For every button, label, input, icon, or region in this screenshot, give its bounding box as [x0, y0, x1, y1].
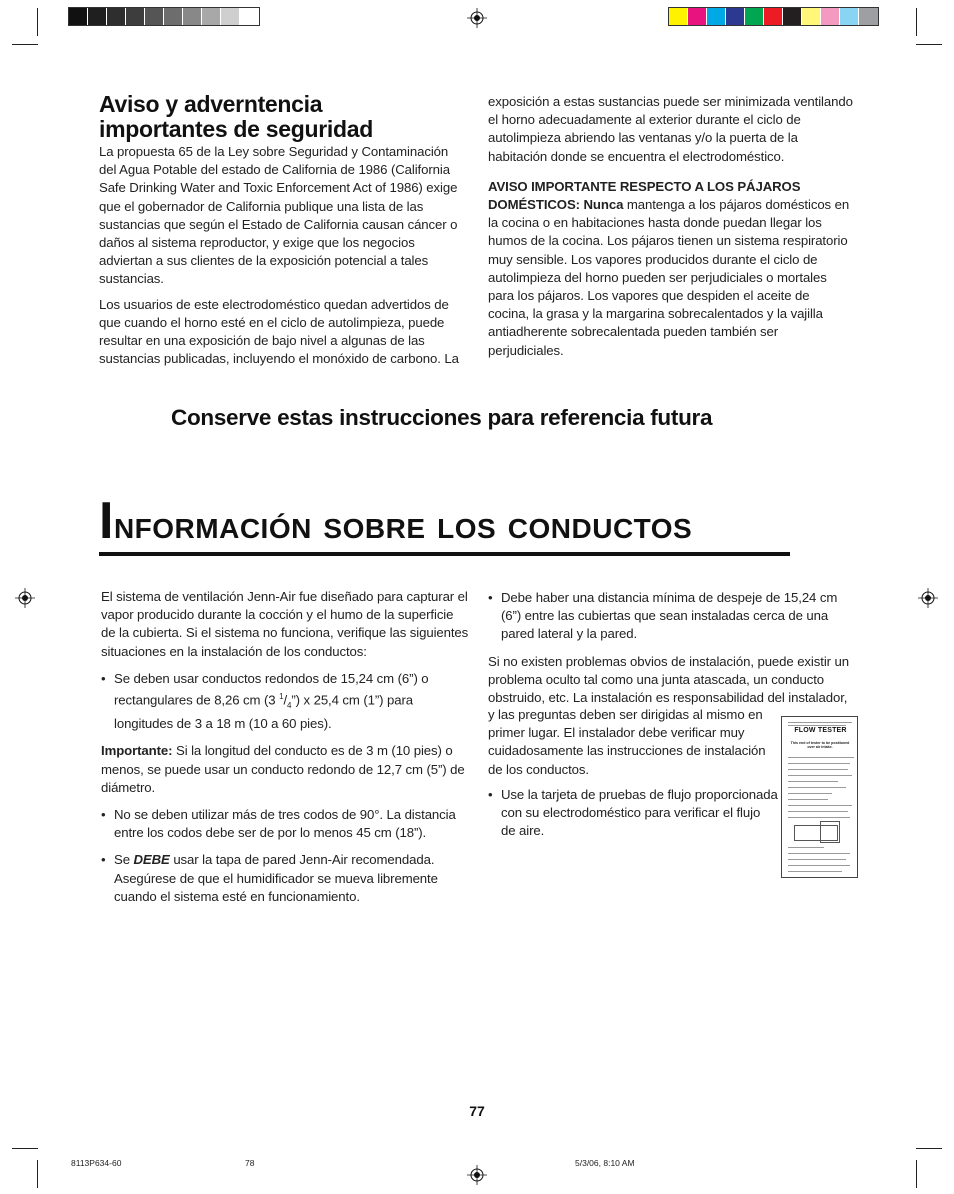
- color-bar: [669, 8, 878, 25]
- fraction-numerator: 1: [279, 692, 284, 702]
- list-item: [101, 851, 469, 906]
- warning-left-column: [99, 143, 465, 375]
- crop-mark: [916, 1160, 917, 1188]
- warning-title-line1: Aviso y adverntencia: [99, 91, 323, 117]
- color-swatch: [745, 8, 764, 25]
- list-item: [101, 670, 469, 734]
- color-swatch: [783, 8, 802, 25]
- registration-mark-icon: [467, 8, 487, 28]
- color-swatch: [802, 8, 821, 25]
- ducts-right-column-narrow: [488, 706, 778, 847]
- crop-mark: [12, 44, 38, 45]
- ducts-left-column: [101, 588, 469, 913]
- bullet3-emphasis: DEBE: [133, 852, 170, 868]
- flow-tester-diagram-inset: [820, 821, 840, 843]
- grayscale-bar: [69, 8, 259, 25]
- warning-right-column: [488, 93, 854, 367]
- section-title-rest: nformación sobre los conductos: [113, 503, 693, 547]
- section-title: [99, 492, 799, 550]
- problems-paragraph-wide: Si no existen problemas obvios de instalación, puede existir un problema oculto tal como una junta atascada, un conducto obstruido, etc. La instalación es responsabilidad del instalador,: [488, 653, 849, 706]
- self-clean-paragraph: Los usuarios de este electrodoméstico quedan advertidos de que cuando el horno esté en el ciclo de autolimpieza, puede resultar en una exposición de bajo nivel a algunas de las sustancias publicadas, incluyendo el monóxido de carbono. La: [99, 296, 459, 367]
- color-swatch: [821, 8, 840, 25]
- bullet1-text-b: ”) x 25,4 cm (1”) para longitudes de 3 a 18 m (10 a 60 pies).: [114, 692, 414, 732]
- important-label: Importante:: [101, 743, 173, 759]
- gray-swatch: [202, 8, 221, 25]
- warning-title: [99, 92, 469, 142]
- bullet3-text-a: Se: [114, 852, 134, 868]
- list-item: • Use la tarjeta de pruebas de flujo proporcionada con su electrodoméstico para verificar el flujo de aire.: [488, 786, 778, 841]
- gray-swatch: [164, 8, 183, 25]
- important-paragraph: [101, 742, 469, 797]
- flow-tester-subtitle: This end of tester to be positioned over air intake.: [790, 741, 850, 750]
- color-swatch: [840, 8, 859, 25]
- crop-mark: [916, 8, 917, 36]
- ducts-right-column-top: [488, 589, 854, 707]
- flow-tester-title: FLOW TESTER: [794, 727, 847, 734]
- list-item: • No se deben utilizar más de tres codos de 90°. La distancia entre los codos debe ser de por lo menos 45 cm (18”).: [101, 806, 469, 842]
- problems-paragraph-narrow: y las preguntas deben ser dirigidas al mismo en primer lugar. El instalador debe verificar muy cuidadosamente las instrucciones de instalación de los conductos.: [488, 707, 766, 777]
- warning-title-line2: importantes de seguridad: [99, 116, 373, 142]
- registration-mark-icon: [918, 588, 938, 608]
- gray-swatch: [145, 8, 164, 25]
- gray-swatch: [221, 8, 240, 25]
- slug-page: 78: [245, 1158, 255, 1168]
- list-item: • Debe haber una distancia mínima de despeje de 15,24 cm (6”) entre las cubiertas que sean instaladas cerca de una pared lateral y la pared.: [488, 589, 854, 644]
- page-number: 77: [469, 1103, 485, 1119]
- crop-mark: [916, 44, 942, 45]
- registration-mark-icon: [15, 588, 35, 608]
- color-swatch: [726, 8, 745, 25]
- color-swatch: [764, 8, 783, 25]
- gray-swatch: [69, 8, 88, 25]
- birds-heading: AVISO IMPORTANTE RESPECTO A LOS PÁJAROS DOMÉSTICOS: Nunca: [488, 178, 801, 213]
- conserve-heading: Conserve estas instrucciones para referencia futura: [171, 405, 713, 430]
- birds-paragraph: [488, 178, 854, 360]
- color-swatch: [669, 8, 688, 25]
- gray-swatch: [88, 8, 107, 25]
- exposure-paragraph: exposición a estas sustancias puede ser minimizada ventilando el horno adecuadamente al exterior durante el ciclo de autolimpieza abriendo las ventanas y/o la puerta de la habitación donde se encuentra el electrodoméstico.: [488, 94, 853, 164]
- section-rule: [99, 552, 790, 556]
- color-swatch: [707, 8, 726, 25]
- flow-tester-card-image: [781, 716, 858, 878]
- gray-swatch: [126, 8, 145, 25]
- birds-text: mantenga a los pájaros domésticos en la cocina o en habitaciones hasta donde puedan llegar los humos de la cocina. Los pájaros tienen un sistema respiratorio muy sensible. Los vapores producidos durante el ciclo de autolimpieza del horno pueden ser perjudiciales o mortales para los pájaros. Los vapores que despiden el aceite de cocina, la grasa y la margarina sobrecalentados y la vajilla antiadherente sobrecalentada pueden también ser perjudiciales.: [488, 197, 850, 358]
- bullet3-text-b: usar la tapa de pared Jenn-Air recomendada. Asegúrese de que el humidificador se mueva libremente cuando el sistema esté en funcionamiento.: [114, 852, 438, 904]
- color-swatch: [688, 8, 707, 25]
- fraction-slash: /: [283, 692, 288, 708]
- crop-mark: [37, 1160, 38, 1188]
- slug-code: 8113P634-60: [71, 1158, 122, 1168]
- fraction-denominator: 4: [287, 701, 292, 711]
- gray-swatch: [240, 8, 259, 25]
- slug-date: 5/3/06, 8:10 AM: [575, 1158, 635, 1168]
- crop-mark: [12, 1148, 38, 1149]
- section-title-initial: I: [99, 492, 114, 550]
- important-text: Si la longitud del conducto es de 3 m (10 pies) o menos, se puede usar un conducto redondo de 12,7 cm (5”) de diámetro.: [101, 743, 465, 795]
- color-swatch: [859, 8, 878, 25]
- gray-swatch: [183, 8, 202, 25]
- bullet1-text-a: Se deben usar conductos redondos de 15,24 cm (6”) o rectangulares de 8,26 cm (3: [114, 670, 429, 708]
- prop65-paragraph: La propuesta 65 de la Ley sobre Seguridad y Contaminación del Agua Potable del estado de California de 1986 (California Safe Drinking Water and Toxic Enforcement Act of 1986) exige que el gobernador de California publique una lista de las sustancias que según el Estado de California causan cáncer o daños al sistema reproductor, y exige que los negocios adviertan a sus clientes de la exposición potencial a tales sustancias.: [99, 144, 458, 287]
- crop-mark: [916, 1148, 942, 1149]
- crop-mark: [37, 8, 38, 36]
- registration-mark-icon: [467, 1165, 487, 1185]
- ducts-intro: El sistema de ventilación Jenn-Air fue diseñado para capturar el vapor producido durante la cocción y el humo de la superficie de la cubierta. Si el sistema no funciona, verifique las siguientes situaciones en la instalación de los conductos:: [101, 589, 469, 659]
- gray-swatch: [107, 8, 126, 25]
